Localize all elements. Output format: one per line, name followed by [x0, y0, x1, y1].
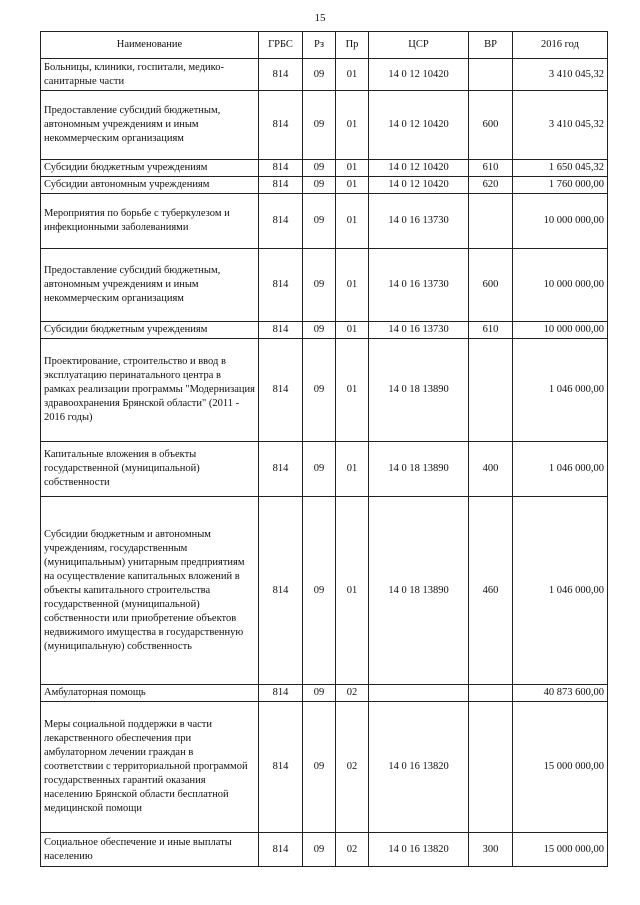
row-vr	[469, 685, 513, 702]
row-vr: 600	[469, 91, 513, 160]
row-grbs: 814	[259, 59, 303, 91]
row-pr: 02	[336, 685, 369, 702]
row-name: Капитальные вложения в объекты государственной (муниципальной) собственности	[41, 442, 259, 497]
row-vr	[469, 339, 513, 442]
table-row	[41, 194, 608, 249]
row-name: Больницы, клиники, госпитали, медико-санитарные части	[41, 59, 259, 91]
row-grbs: 814	[259, 497, 303, 685]
row-name: Социальное обеспечение и иные выплаты населению	[41, 833, 259, 867]
row-csr: 14 0 16 13730	[369, 322, 469, 339]
table-row	[41, 497, 608, 685]
row-grbs: 814	[259, 249, 303, 322]
row-csr: 14 0 12 10420	[369, 59, 469, 91]
row-grbs: 814	[259, 160, 303, 177]
row-pr: 01	[336, 160, 369, 177]
row-name: Субсидии бюджетным учреждениям	[41, 322, 259, 339]
row-amount: 15 000 000,00	[513, 702, 608, 833]
row-csr: 14 0 16 13730	[369, 249, 469, 322]
row-rz: 09	[303, 194, 336, 249]
row-grbs: 814	[259, 177, 303, 194]
row-amount: 3 410 045,32	[513, 91, 608, 160]
row-amount: 3 410 045,32	[513, 59, 608, 91]
row-pr: 01	[336, 497, 369, 685]
row-rz: 09	[303, 160, 336, 177]
col-header-year: 2016 год	[513, 32, 608, 59]
row-pr: 01	[336, 442, 369, 497]
table-row	[41, 59, 608, 91]
row-csr: 14 0 18 13890	[369, 442, 469, 497]
table-row	[41, 702, 608, 833]
col-header-vr: ВР	[469, 32, 513, 59]
col-header-grbs: ГРБС	[259, 32, 303, 59]
row-pr: 01	[336, 177, 369, 194]
row-rz: 09	[303, 702, 336, 833]
row-amount: 1 046 000,00	[513, 442, 608, 497]
col-header-name: Наименование	[41, 32, 259, 59]
row-rz: 09	[303, 322, 336, 339]
row-grbs: 814	[259, 442, 303, 497]
col-header-csr: ЦСР	[369, 32, 469, 59]
row-rz: 09	[303, 339, 336, 442]
row-rz: 09	[303, 91, 336, 160]
row-pr: 01	[336, 322, 369, 339]
row-vr	[469, 702, 513, 833]
row-pr: 01	[336, 249, 369, 322]
budget-table	[40, 31, 608, 867]
row-pr: 01	[336, 91, 369, 160]
row-vr: 300	[469, 833, 513, 867]
row-csr	[369, 685, 469, 702]
row-amount: 1 046 000,00	[513, 497, 608, 685]
row-vr	[469, 59, 513, 91]
row-rz: 09	[303, 442, 336, 497]
row-vr	[469, 194, 513, 249]
row-amount: 15 000 000,00	[513, 833, 608, 867]
row-csr: 14 0 16 13820	[369, 833, 469, 867]
row-grbs: 814	[259, 322, 303, 339]
table-row	[41, 685, 608, 702]
row-amount: 1 760 000,00	[513, 177, 608, 194]
row-name: Проектирование, строительство и ввод в эксплуатацию перинатального центра в рамках реализации программы "Модернизация здравоохранения Брянской области" (2011 - 2016 годы)	[41, 339, 259, 442]
row-vr: 400	[469, 442, 513, 497]
row-pr: 02	[336, 833, 369, 867]
table-row	[41, 91, 608, 160]
row-grbs: 814	[259, 339, 303, 442]
row-name: Субсидии бюджетным учреждениям	[41, 160, 259, 177]
row-pr: 02	[336, 702, 369, 833]
row-name: Субсидии бюджетным и автономным учреждениям, государственным (муниципальным) унитарным предприятиям на осуществление капитальных вложений в объекты капитального строительства государственной (муниципальной) собственности или приобретение объектов недвижимого имущества в государственную (муниципальную) собственность	[41, 497, 259, 685]
row-name: Мероприятия по борьбе с туберкулезом и инфекционными заболеваниями	[41, 194, 259, 249]
table-row	[41, 249, 608, 322]
row-csr: 14 0 16 13820	[369, 702, 469, 833]
row-amount: 10 000 000,00	[513, 249, 608, 322]
row-grbs: 814	[259, 194, 303, 249]
table-row	[41, 339, 608, 442]
row-name: Предоставление субсидий бюджетным, автономным учреждениям и иным некоммерческим организациям	[41, 91, 259, 160]
row-grbs: 814	[259, 91, 303, 160]
row-amount: 1 650 045,32	[513, 160, 608, 177]
row-vr: 610	[469, 160, 513, 177]
row-vr: 620	[469, 177, 513, 194]
row-csr: 14 0 18 13890	[369, 339, 469, 442]
row-csr: 14 0 12 10420	[369, 160, 469, 177]
table-row	[41, 160, 608, 177]
row-amount: 40 873 600,00	[513, 685, 608, 702]
row-rz: 09	[303, 833, 336, 867]
row-vr: 600	[469, 249, 513, 322]
page-number: 15	[314, 12, 326, 24]
row-name: Меры социальной поддержки в части лекарственного обеспечения при амбулаторном лечении граждан в соответствии с территориальной программой государственных гарантий оказания населению Брянской области бесплатной медицинской помощи	[41, 702, 259, 833]
row-name: Амбулаторная помощь	[41, 685, 259, 702]
row-amount: 10 000 000,00	[513, 194, 608, 249]
row-amount: 1 046 000,00	[513, 339, 608, 442]
row-pr: 01	[336, 194, 369, 249]
table-row	[41, 442, 608, 497]
row-rz: 09	[303, 685, 336, 702]
table-row	[41, 177, 608, 194]
row-rz: 09	[303, 497, 336, 685]
row-csr: 14 0 12 10420	[369, 177, 469, 194]
row-vr: 460	[469, 497, 513, 685]
col-header-rz: Рз	[303, 32, 336, 59]
row-amount: 10 000 000,00	[513, 322, 608, 339]
table-row	[41, 833, 608, 867]
row-name: Субсидии автономным учреждениям	[41, 177, 259, 194]
row-name: Предоставление субсидий бюджетным, автономным учреждениям и иным некоммерческим организациям	[41, 249, 259, 322]
row-pr: 01	[336, 59, 369, 91]
col-header-pr: Пр	[336, 32, 369, 59]
row-rz: 09	[303, 177, 336, 194]
row-vr: 610	[469, 322, 513, 339]
row-csr: 14 0 12 10420	[369, 91, 469, 160]
row-rz: 09	[303, 59, 336, 91]
table-header-row	[41, 32, 608, 59]
row-grbs: 814	[259, 685, 303, 702]
row-csr: 14 0 16 13730	[369, 194, 469, 249]
row-pr: 01	[336, 339, 369, 442]
row-csr: 14 0 18 13890	[369, 497, 469, 685]
row-grbs: 814	[259, 833, 303, 867]
table-row	[41, 322, 608, 339]
row-rz: 09	[303, 249, 336, 322]
row-grbs: 814	[259, 702, 303, 833]
